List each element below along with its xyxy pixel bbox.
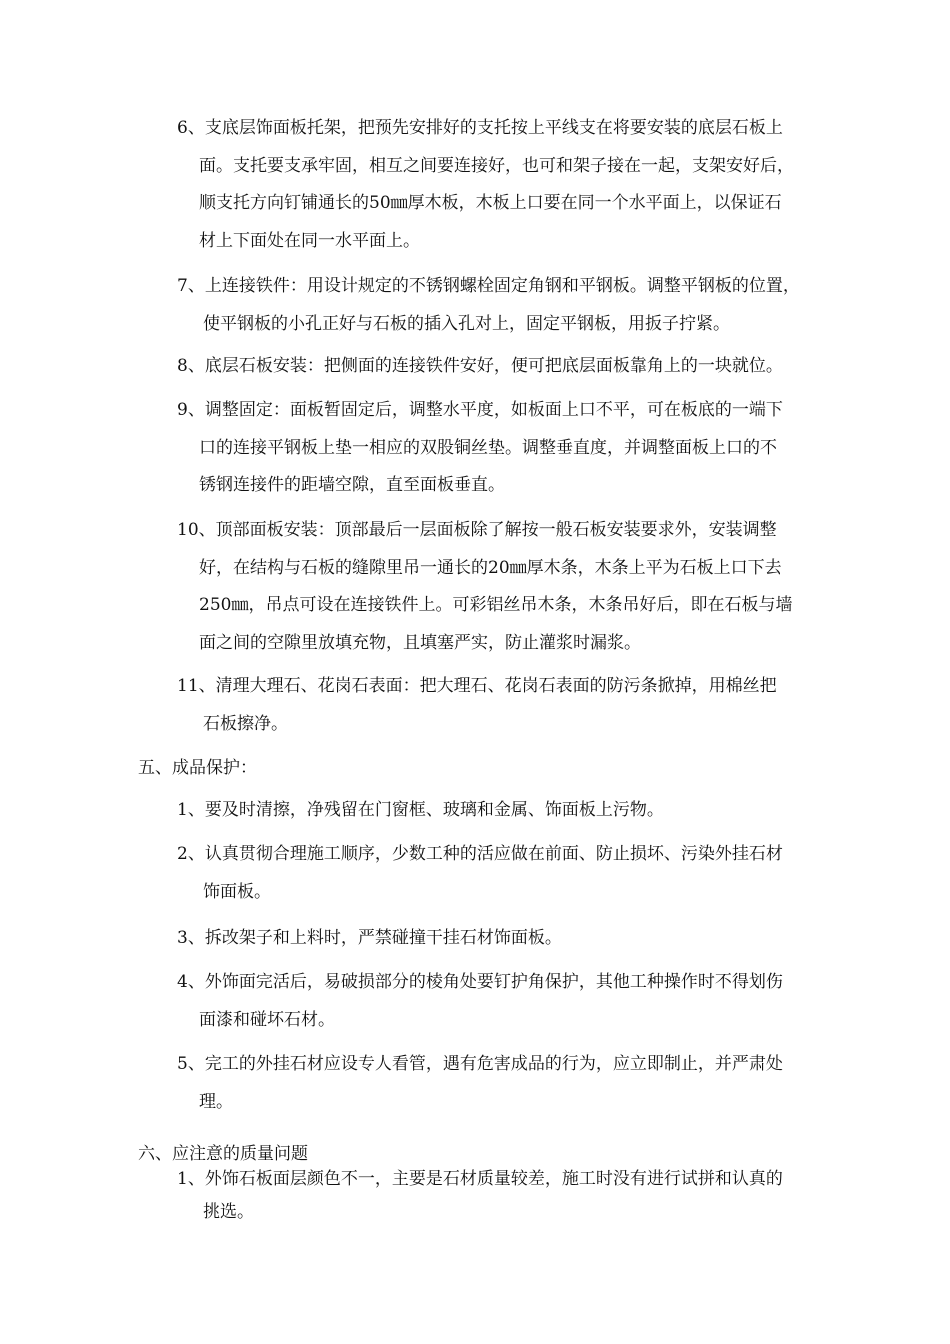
section-5-item-4 [177, 964, 867, 1039]
section-5-item-4-line: 面漆和碰坏石材。 [199, 1009, 335, 1030]
section-5-item-2 [177, 836, 867, 911]
item-8 [177, 348, 867, 386]
item-9-line: 锈钢连接件的距墙空隙，直至面板垂直。 [199, 475, 505, 495]
item-9-line: 9、调整固定：面板暂固定后，调整水平度，如板面上口不平，可在板底的一端下 [177, 400, 783, 420]
section-6-heading: 六、应注意的质量问题 [138, 1144, 308, 1164]
item-6-line: 6、支底层饰面板托架，把预先安排好的支托按上平线支在将要安装的底层石板上 [177, 118, 783, 138]
item-6 [177, 110, 867, 260]
item-10-line: 好，在结构与石板的缝隙里吊一通长的20㎜厚木条，木条上平为石板上口下去 [199, 557, 782, 578]
item-10-line: 面之间的空隙里放填充物，且填塞严实，防止灌浆时漏浆。 [199, 632, 641, 653]
item-9-line: 口的连接平钢板上垫一相应的双股铜丝垫。调整垂直度，并调整面板上口的不 [199, 437, 777, 458]
item-8-line: 8、底层石板安装：把侧面的连接铁件安好，便可把底层面板靠角上的一块就位。 [177, 356, 783, 376]
section-5-item-5-line: 5、完工的外挂石材应设专人看管，遇有危害成品的行为，应立即制止，并严肃处 [177, 1054, 783, 1074]
section-6-item-1-line: 挑选。 [203, 1202, 254, 1222]
item-10 [177, 512, 867, 662]
item-9 [177, 392, 867, 505]
section-5-item-2-line: 2、认真贯彻合理施工顺序，少数工种的活应做在前面、防止损坏、污染外挂石材 [177, 844, 783, 864]
section-6-item-1 [177, 1163, 867, 1229]
item-10-line: 10、顶部面板安装：顶部最后一层面板除了解按一般石板安装要求外，安装调整 [177, 520, 777, 540]
item-7-line: 7、上连接铁件：用设计规定的不锈钢螺栓固定角钢和平钢板。调整平钢板的位置， [177, 276, 800, 296]
section-5-item-1-line: 1、要及时清擦，净残留在门窗框、玻璃和金属、饰面板上污物。 [177, 800, 664, 820]
item-6-line: 面。支托要支承牢固，相互之间要连接好，也可和架子接在一起，支架安好后， [199, 155, 794, 176]
item-11 [177, 668, 867, 743]
section-5-item-2-line: 饰面板。 [203, 881, 271, 902]
item-6-line: 顺支托方向钉铺通长的50㎜厚木板，木板上口要在同一个水平面上，以保证石 [199, 193, 782, 213]
section-5-item-1 [177, 792, 867, 830]
section-5-heading: 五、成品保护： [138, 758, 257, 778]
item-10-line: 250㎜，吊点可设在连接铁件上。可彩铝丝吊木条，木条吊好后，即在石板与墙 [199, 595, 793, 615]
item-11-line: 11、清理大理石、花岗石表面：把大理石、花岗石表面的防污条掀掉，用棉丝把 [177, 676, 777, 696]
section-5-item-3-line: 3、拆改架子和上料时，严禁碰撞干挂石材饰面板。 [177, 928, 562, 948]
section-6-item-1-line: 1、外饰石板面层颜色不一，主要是石材质量较差，施工时没有进行试拼和认真的 [177, 1169, 783, 1189]
item-11-line: 石板擦净。 [203, 713, 288, 734]
section-5-item-3 [177, 920, 867, 958]
section-5-item-5 [177, 1046, 867, 1121]
item-7 [177, 268, 867, 343]
item-7-line: 使平钢板的小孔正好与石板的插入孔对上，固定平钢板，用扳子拧紧。 [203, 313, 730, 334]
section-5-item-4-line: 4、外饰面完活后，易破损部分的棱角处要钉护角保护，其他工种操作时不得划伤 [177, 972, 783, 992]
item-6-line: 材上下面处在同一水平面上。 [199, 230, 420, 251]
section-5-item-5-line: 理。 [199, 1091, 233, 1112]
